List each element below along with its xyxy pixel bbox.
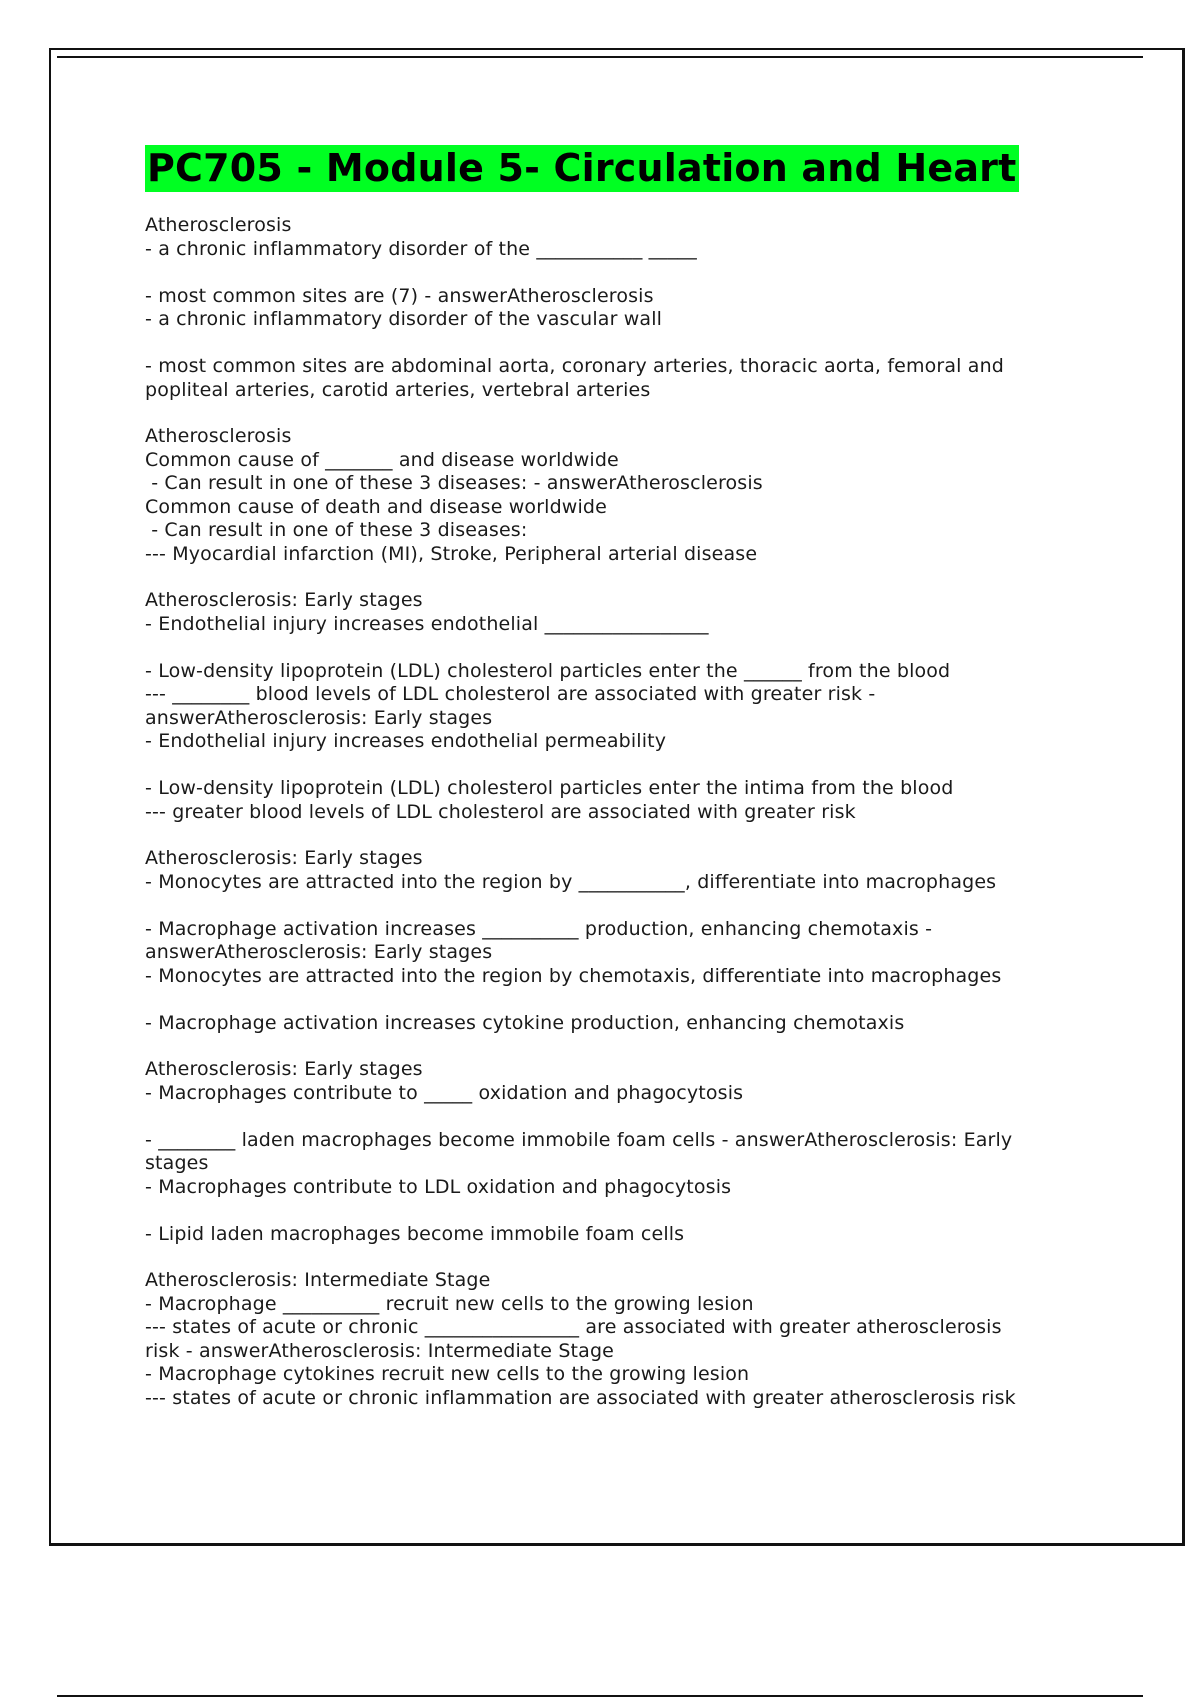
blank-line xyxy=(145,1199,1065,1223)
text-line: --- states of acute or chronic inflammation are associated with greater atherosclerosis risk xyxy=(145,1386,1016,1409)
text-line: - Endothelial injury increases endothelial permeability xyxy=(145,730,667,752)
text-line: popliteal arteries, carotid arteries, vertebral arteries xyxy=(145,378,651,401)
text-line: --- ________ blood levels of LDL cholesterol are associated with greater risk - xyxy=(145,683,876,705)
text-line: Atherosclerosis: Early stages xyxy=(145,1058,423,1080)
text-line: - Macrophage cytokines recruit new cells to the growing lesion xyxy=(145,1363,750,1385)
text-line: Atherosclerosis: Early stages xyxy=(145,847,423,869)
text-line: --- states of acute or chronic ________________ are associated with greater atherosclerosis xyxy=(145,1316,1002,1338)
top-rule xyxy=(57,56,1143,58)
flashcard-entry xyxy=(145,214,1065,402)
text-line: - Macrophage __________ recruit new cells to the growing lesion xyxy=(145,1292,754,1315)
text-line: Common cause of death and disease worldwide xyxy=(145,495,607,518)
text-line: answerAtherosclerosis: Early stages xyxy=(145,941,493,963)
text-line: - most common sites are (7) - answerAtherosclerosis xyxy=(145,284,654,307)
text-line: Common cause of _______ and disease worldwide xyxy=(145,448,619,471)
text-line: - Can result in one of these 3 diseases: - answerAtherosclerosis xyxy=(145,472,763,494)
text-line: - Low-density lipoprotein (LDL) cholesterol particles enter the intima from the blood xyxy=(145,777,954,799)
document-title: PC705 - Module 5- Circulation and Heart xyxy=(145,145,1019,192)
text-line: --- greater blood levels of LDL cholesterol are associated with greater risk xyxy=(145,800,856,823)
text-line: --- Myocardial infarction (MI), Stroke, Peripheral arterial disease xyxy=(145,542,758,565)
flashcard-entry xyxy=(145,425,1065,566)
text-line: - Monocytes are attracted into the region by chemotaxis, differentiate into macrophages xyxy=(145,964,1002,987)
text-line: - Monocytes are attracted into the region by ___________, differentiate into macrophages xyxy=(145,870,997,893)
text-line: - Lipid laden macrophages become immobile foam cells xyxy=(145,1222,685,1245)
blank-line xyxy=(145,1105,1065,1129)
text-line: - Low-density lipoprotein (LDL) cholesterol particles enter the ______ from the blood xyxy=(145,659,951,682)
flashcard-entry xyxy=(145,589,1065,824)
flashcard-entry xyxy=(145,847,1065,1035)
text-line: - most common sites are abdominal aorta, coronary arteries, thoracic aorta, femoral and xyxy=(145,355,1004,377)
document-body xyxy=(145,145,1065,1433)
flashcard-list xyxy=(145,214,1065,1410)
text-line: risk - answerAtherosclerosis: Intermediate Stage xyxy=(145,1339,614,1362)
text-line: Atherosclerosis: Early stages xyxy=(145,589,423,611)
blank-line xyxy=(145,261,1065,285)
text-line: stages xyxy=(145,1152,209,1174)
text-line: answerAtherosclerosis: Early stages xyxy=(145,706,493,729)
text-line: Atherosclerosis: Intermediate Stage xyxy=(145,1269,491,1291)
flashcard-entry xyxy=(145,1058,1065,1246)
flashcard-entry xyxy=(145,1269,1065,1410)
blank-line xyxy=(145,332,1065,356)
text-line: - Macrophages contribute to LDL oxidation and phagocytosis xyxy=(145,1175,732,1198)
blank-line xyxy=(145,988,1065,1012)
text-line: - Can result in one of these 3 diseases: xyxy=(145,519,528,541)
text-line: Atherosclerosis xyxy=(145,425,292,447)
text-line: - a chronic inflammatory disorder of the vascular wall xyxy=(145,308,663,330)
text-line: - Macrophages contribute to _____ oxidation and phagocytosis xyxy=(145,1081,744,1104)
blank-line xyxy=(145,636,1065,660)
bottom-rule xyxy=(57,1695,1143,1697)
blank-line xyxy=(145,894,1065,918)
text-line: - ________ laden macrophages become immobile foam cells - answerAtherosclerosis: Early xyxy=(145,1128,1013,1151)
text-line: - a chronic inflammatory disorder of the ___________ _____ xyxy=(145,237,697,260)
text-line: - Macrophage activation increases cytokine production, enhancing chemotaxis xyxy=(145,1011,905,1034)
text-line: Atherosclerosis xyxy=(145,214,292,236)
text-line: - Macrophage activation increases __________ production, enhancing chemotaxis - xyxy=(145,917,933,940)
text-line: - Endothelial injury increases endothelial _________________ xyxy=(145,612,709,635)
blank-line xyxy=(145,754,1065,778)
